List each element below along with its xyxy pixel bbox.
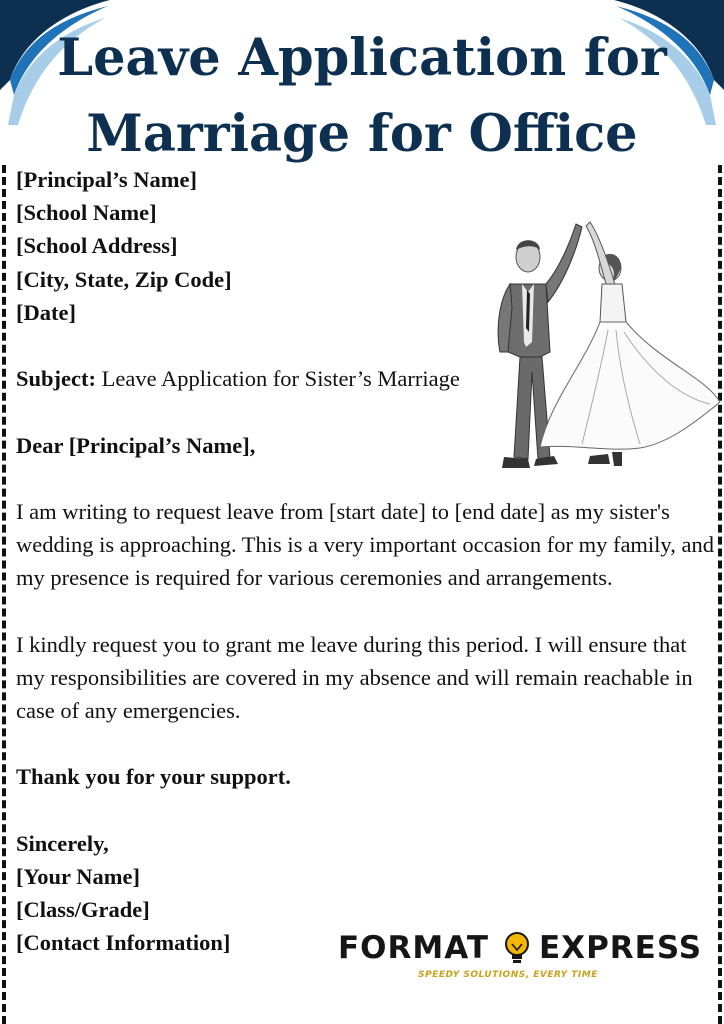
recipient-name: [Principal’s Name] xyxy=(16,167,197,192)
subject-label: Subject: xyxy=(16,366,96,392)
subject-line xyxy=(16,362,716,395)
signature-name: [Your Name] xyxy=(16,864,140,890)
title-line-1: Leave Application for xyxy=(57,28,667,88)
body-paragraph-1: I am writing to request leave from [start date] to [end date] as my sister's wedding is approaching. This is a very important occasion for my family, and my presence is required for various ceremonies and arrangements. xyxy=(16,498,714,591)
salutation: Dear [Principal’s Name], xyxy=(16,432,256,458)
subject-text: Leave Application for Sister’s Marriage xyxy=(96,366,460,392)
body-paragraph-2: I kindly request you to grant me leave during this period. I will ensure that my responsibilities are covered in my absence and will remain reachable in case of any emergencies. xyxy=(16,631,693,724)
format-express-logo xyxy=(338,928,703,992)
thanks-line: Thank you for your support. xyxy=(16,764,291,790)
recipient-address: [School Address] xyxy=(16,233,178,259)
logo-tagline: SPEEDY SOLUTIONS, EVERY TIME xyxy=(418,970,598,980)
dashed-border-left xyxy=(2,165,6,1024)
logo-word-right: EXPRESS xyxy=(539,930,703,966)
page-title xyxy=(0,20,724,172)
signature-class: [Class/Grade] xyxy=(16,897,150,923)
closing: Sincerely, xyxy=(16,830,109,856)
recipient-school: [School Name] xyxy=(16,200,157,226)
letter-date: [Date] xyxy=(16,299,76,325)
recipient-city: [City, State, Zip Code] xyxy=(16,266,232,292)
letter-body xyxy=(16,163,716,960)
lightbulb-icon xyxy=(502,930,532,968)
title-line-2: Marriage for Office xyxy=(86,104,638,164)
logo-word-left: FORMAT xyxy=(338,930,489,966)
signature-contact: [Contact Information] xyxy=(16,930,231,956)
